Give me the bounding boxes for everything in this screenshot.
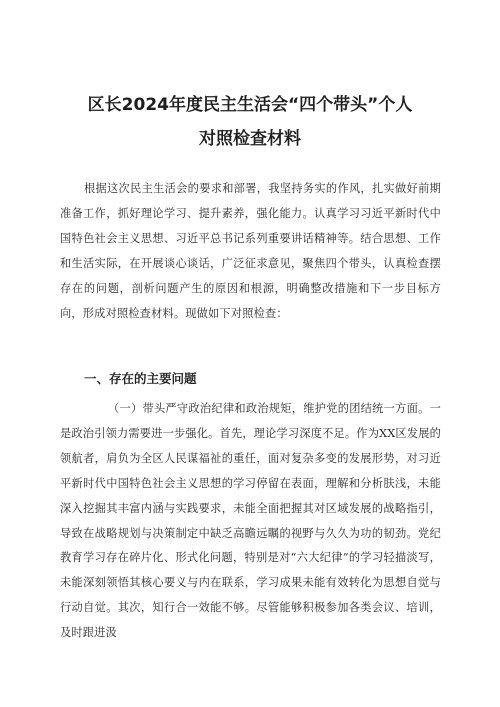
intro-paragraph: 根据这次民主生活会的要求和部署，我坚持务实的作风，扎实做好前期准备工作，抓好理论学习、提升素养，强化能力。认真学习习近平新时代中国特色社会主义思想、习近平总书记系列重要讲话精神等。结合思想、工作和生活实际，在开展谈心谈话，广泛征求意见，聚焦四个带头，认真检查摆存在的问题，剖析问题产生的原因和根源，明确整改措施和下一步目标方向，形成对照检查材料。现做如下对照检查： — [60, 182, 441, 320]
section-1-paragraph: （一）带头严守政治纪律和政治规矩，维护党的团结统一方面。一是政治引领力需要进一步强化。首先，理论学习深度不足。作为XX区发展的领航者，肩负为全区人民谋福祉的重任，面对复杂多变的发展形势，对习近平新时代中国特色社会主义思想的学习停留在表面，理解和分析肤浅，未能深入挖掘其丰富内涵与实践要求，未能全面把握其对区域发展的战略指引，导致在战略规划与决策制定中缺乏高瞻远瞩的视野与久久为功的韧劲。党纪教育学习存在碎片化、形式化问题，特别是对“六大纪律”的学习轻描淡写，未能深刻领悟其核心要义与内在联系，学习成果未能有效转化为思想自觉与行动自觉。其次，知行合一效能不够。尽管能够积极参加各类会议、培训，及时跟进汲 — [60, 402, 441, 640]
section-heading-main-problems: 一、存在的主要问题 — [84, 371, 197, 386]
document-title-line-1: 区长2024年度民主生活会“四个带头”个人 — [87, 95, 413, 115]
document-title-line-2: 对照检查材料 — [199, 129, 301, 149]
